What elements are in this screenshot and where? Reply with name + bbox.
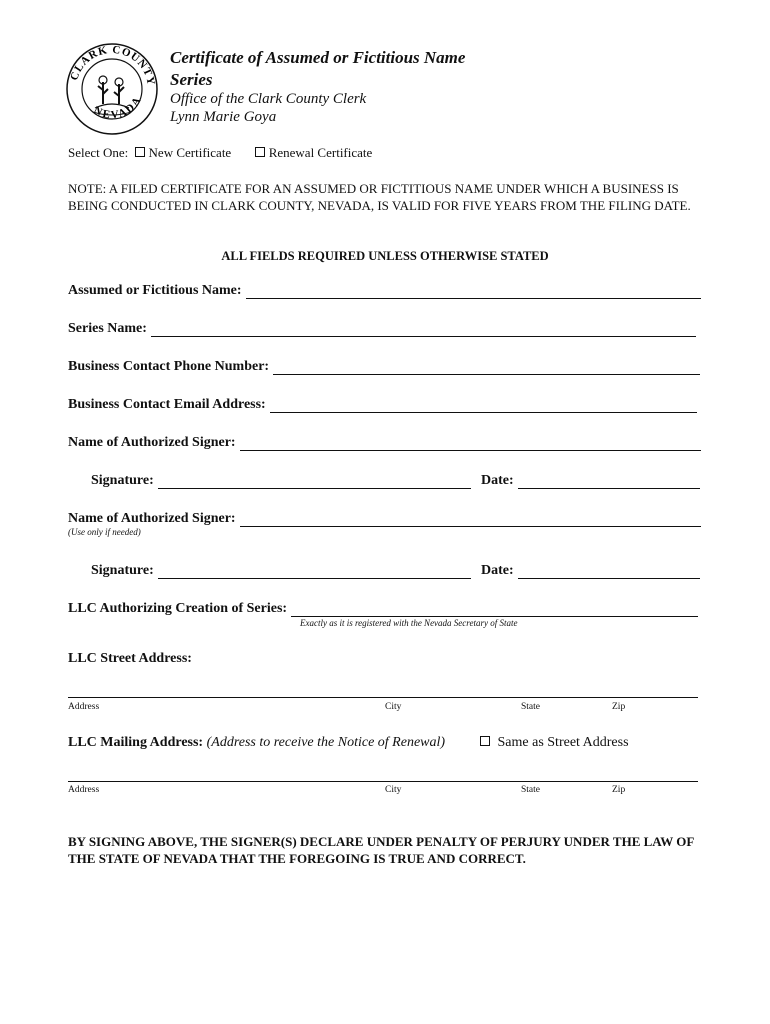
- perjury-declaration: BY SIGNING ABOVE, THE SIGNER(S) DECLARE UNDER PENALTY OF PERJURY UNDER THE LAW OF THE STATE OF NEVADA THAT THE FOREGOING IS TRUE AND CORRECT.: [68, 834, 694, 866]
- signer-2-note: (Use only if needed): [68, 527, 141, 537]
- email-label: Business Contact Email Address:: [68, 397, 266, 412]
- authorized-signer-label: Name of Authorized Signer:: [68, 435, 236, 450]
- authorized-signer-field: [68, 435, 701, 451]
- street-zip-caption: Zip: [612, 702, 626, 712]
- filing-note: NOTE: A FILED CERTIFICATE FOR AN ASSUMED OR FICTITIOUS NAME UNDER WHICH A BUSINESS IS BEING CONDUCTED IN CLARK COUNTY, NEVADA, IS VALID FOR FIVE YEARS FROM THE FILING DATE.: [68, 181, 691, 213]
- llc-authorizing-label: LLC Authorizing Creation of Series:: [68, 601, 288, 616]
- street-state-caption: State: [521, 702, 540, 712]
- clerk-name: Lynn Marie Goya: [170, 109, 277, 125]
- authorized-signer-2-field: [68, 511, 701, 527]
- clark-county-seal-icon: [65, 42, 159, 136]
- required-notice: ALL FIELDS REQUIRED UNLESS OTHERWISE STATED: [221, 249, 549, 263]
- email-field: [68, 397, 697, 413]
- street-city-caption: City: [385, 702, 402, 712]
- signature-2-field: [91, 563, 471, 579]
- seal-top-text: CLARK COUNTY: [68, 43, 157, 87]
- phone-input[interactable]: [273, 360, 700, 375]
- same-as-street-checkbox[interactable]: [480, 736, 490, 746]
- renewal-certificate-checkbox[interactable]: [255, 147, 265, 157]
- llc-mailing-note: (Address to receive the Notice of Renewal): [206, 735, 446, 750]
- select-one-label: Select One:: [68, 145, 129, 160]
- new-certificate-checkbox[interactable]: [135, 147, 145, 157]
- assumed-name-label: Assumed or Fictitious Name:: [68, 283, 242, 298]
- llc-street-label: LLC Street Address:: [68, 651, 192, 666]
- svg-text:CLARK COUNTY: [68, 44, 157, 87]
- form-title: [170, 47, 465, 91]
- new-certificate-label: New Certificate: [148, 145, 232, 160]
- date-label: Date:: [481, 473, 514, 488]
- email-input[interactable]: [270, 398, 697, 413]
- llc-mailing-label: LLC Mailing Address:: [68, 735, 204, 750]
- office-name: Office of the Clark County Clerk: [170, 91, 367, 107]
- same-as-street-row: [477, 735, 629, 751]
- llc-authorizing-note: Exactly as it is registered with the Nevada Secretary of State: [300, 618, 518, 628]
- mailing-city-caption: City: [385, 785, 402, 795]
- same-as-street-label: Same as Street Address: [497, 735, 629, 750]
- series-name-input[interactable]: [151, 322, 696, 337]
- llc-authorizing-field: [68, 601, 698, 617]
- mailing-state-caption: State: [521, 785, 540, 795]
- signature-field: [91, 473, 471, 489]
- mailing-address-caption: Address: [68, 785, 100, 795]
- seal-bottom-text: NEVADA: [91, 93, 145, 122]
- llc-mailing-row: [68, 735, 445, 751]
- phone-label: Business Contact Phone Number:: [68, 359, 270, 374]
- select-one-row: [68, 145, 372, 161]
- signature-input[interactable]: [158, 474, 471, 489]
- llc-mailing-input[interactable]: [68, 781, 698, 782]
- renewal-certificate-label: Renewal Certificate: [268, 145, 373, 160]
- signature-2-input[interactable]: [158, 564, 471, 579]
- phone-field: [68, 359, 700, 375]
- date-input[interactable]: [518, 474, 700, 489]
- assumed-name-field: [68, 283, 701, 299]
- llc-authorizing-input[interactable]: [291, 602, 698, 617]
- series-name-label: Series Name:: [68, 321, 147, 336]
- authorized-signer-input[interactable]: [240, 436, 701, 451]
- signature-label: Signature:: [91, 473, 154, 488]
- date-2-label: Date:: [481, 563, 514, 578]
- series-name-field: [68, 321, 696, 337]
- date-2-input[interactable]: [518, 564, 700, 579]
- signature-2-label: Signature:: [91, 563, 154, 578]
- date-field: [481, 473, 700, 489]
- mailing-zip-caption: Zip: [612, 785, 626, 795]
- authorized-signer-2-input[interactable]: [240, 512, 701, 527]
- form-title-line2: Series: [170, 70, 213, 89]
- street-address-caption: Address: [68, 702, 100, 712]
- llc-street-input[interactable]: [68, 697, 698, 698]
- assumed-name-input[interactable]: [246, 284, 701, 299]
- authorized-signer-2-label: Name of Authorized Signer:: [68, 511, 236, 526]
- date-2-field: [481, 563, 700, 579]
- form-title-line1: Certificate of Assumed or Fictitious Name: [170, 48, 466, 67]
